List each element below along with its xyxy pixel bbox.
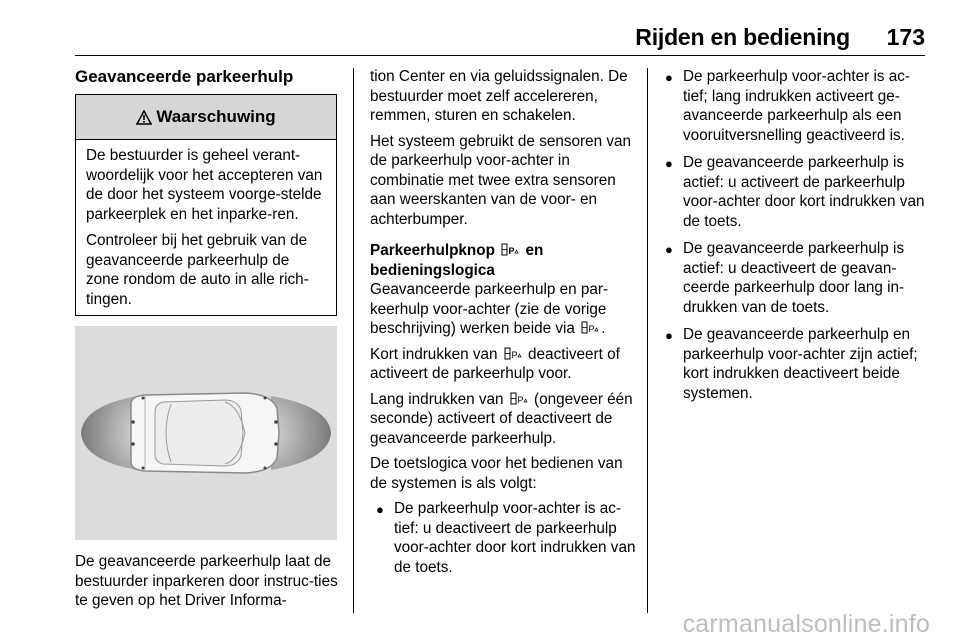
subheading-text: en	[525, 242, 544, 259]
column-separator-2	[647, 68, 648, 613]
park-assist-icon	[504, 347, 522, 361]
subheading-text: Parkeerhulpknop	[370, 242, 495, 259]
bullet-glyph: ●	[376, 502, 384, 517]
column-3	[665, 67, 930, 411]
bullet-glyph: ●	[665, 70, 673, 85]
list-item-text: De geavanceerde parkeerhulp is actief: u activeert de parkeerhulp voor-achter door kort indrukken van de toets.	[683, 154, 925, 230]
park-assist-icon	[581, 321, 599, 335]
svg-text:P: P	[511, 349, 518, 360]
subheading	[370, 241, 638, 280]
header-title: Rijden en bediening	[635, 24, 850, 50]
paragraph: De toetslogica voor het bedienen van de systemen is als volgt:	[370, 455, 623, 492]
list-item	[665, 153, 930, 231]
column-2	[370, 67, 638, 585]
paragraph: Kort indrukken van P deactiveert of activeert de parkeerhulp voor.	[370, 345, 620, 382]
warning-paragraph: De bestuurder is geheel verant-woordelijk voor het accepteren van de door het systeem voorge-stelde parkeerplek en het inparke-ren.	[86, 147, 323, 223]
park-assist-icon	[510, 392, 528, 406]
svg-text:P: P	[517, 394, 524, 405]
section-title: Geavanceerde parkeerhulp	[75, 67, 294, 86]
figure-caption: De geavanceerde parkeerhulp laat de bestuurder inparkeren door instruc-ties te geven op het Driver Informa-	[75, 553, 338, 609]
car-top-view	[131, 393, 279, 473]
parking-figure	[75, 326, 337, 540]
paragraph: Lang indrukken van P (ongeveer één seconde) activeert of deactiveert de geavanceerde parkeerhulp.	[370, 390, 633, 447]
column-separator-1	[353, 68, 354, 613]
warning-header	[76, 95, 336, 140]
svg-text:P: P	[588, 324, 595, 334]
header-rule	[75, 55, 925, 56]
svg-text:P: P	[508, 246, 515, 256]
paragraph: Het systeem gebruikt de sensoren van de parkeerhulp voor-achter in combinatie met twee extra sensoren aan weerskanten van de voor- en achterbumper.	[370, 132, 632, 228]
list-item	[370, 499, 638, 577]
paragraph: Geavanceerde parkeerhulp en par-keerhulp voor-achter (zie de vorige beschrijving) werken beide via P .	[370, 281, 609, 337]
list-item-text: De geavanceerde parkeerhulp en parkeerhulp voor-achter zijn actief; kort indrukken deactiveert beide systemen.	[683, 326, 918, 402]
warning-paragraph: Controleer bij het gebruik van de geavanceerde parkeerhulp de zone rondom de auto in alle rich-tingen.	[86, 232, 309, 308]
page-number: 173	[886, 24, 925, 50]
list-item-text: De parkeerhulp voor-achter is ac-tief; lang indrukken activeert ge-avanceerde parkeerhulp als een vooruitversnelling geactiveerd is.	[683, 68, 911, 144]
warning-body	[76, 140, 336, 309]
bullet-glyph: ●	[665, 242, 673, 257]
list-item-text: De geavanceerde parkeerhulp is actief: u deactiveert de geavan-ceerde parkeerhulp door lang in-drukken van de toets.	[683, 240, 905, 316]
warning-triangle-icon	[136, 110, 152, 125]
warning-box	[75, 94, 337, 316]
bullet-glyph: ●	[665, 328, 673, 343]
bullet-glyph: ●	[665, 156, 673, 171]
list-item	[665, 67, 930, 145]
subheading-text: bedieningslogica	[370, 261, 495, 279]
watermark: carmanualsonline.info	[682, 610, 930, 638]
list-item	[665, 325, 930, 403]
car-sensor-illustration	[75, 326, 337, 540]
paragraph: tion Center en via geluidssignalen. De bestuurder moet zelf accelereren, remmen, sturen en schakelen.	[370, 68, 628, 124]
list-item	[665, 239, 930, 317]
list-item-text: De parkeerhulp voor-achter is ac-tief: u deactiveert de parkeerhulp voor-achter door kort indrukken van de toets.	[394, 500, 636, 576]
warning-heading: Waarschuwing	[156, 107, 276, 126]
park-assist-icon	[501, 243, 519, 257]
